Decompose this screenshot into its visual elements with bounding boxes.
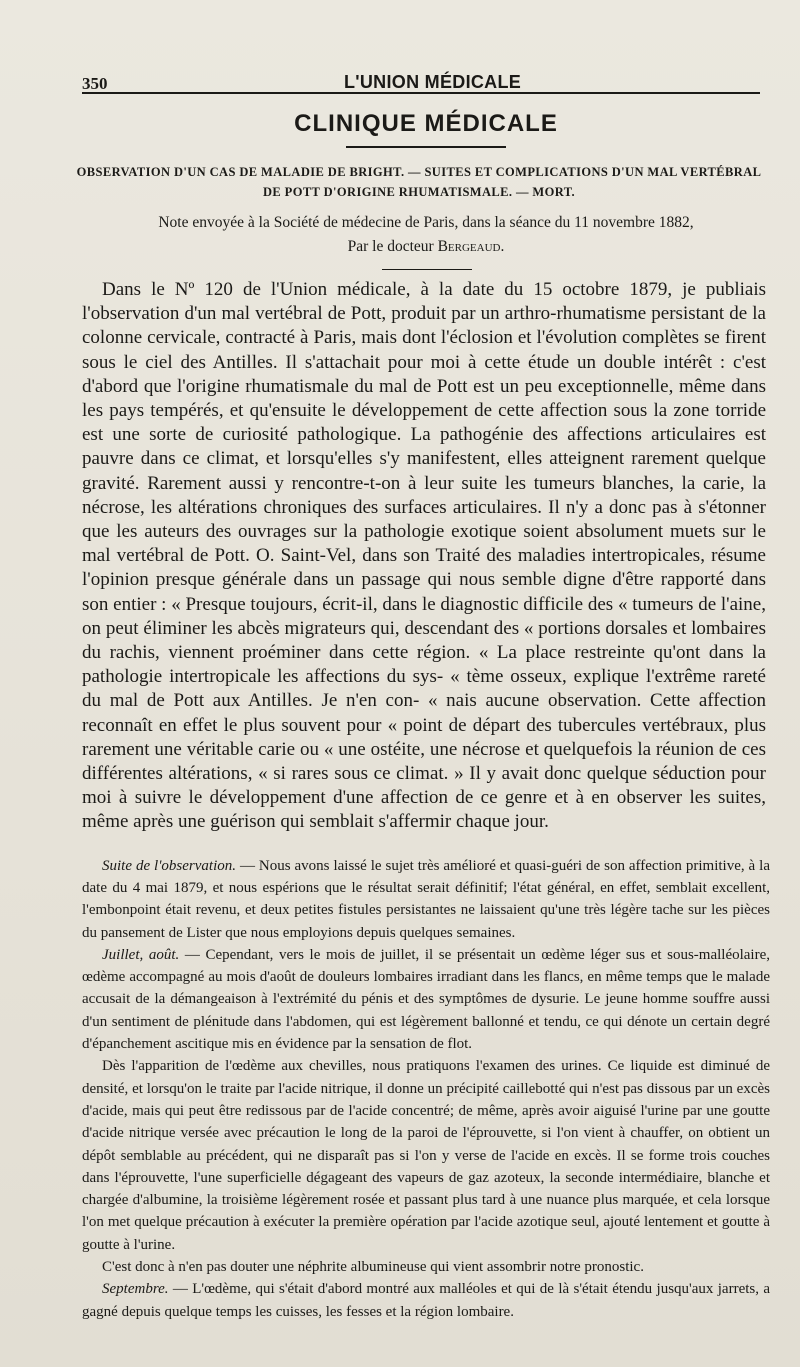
case-title: OBSERVATION D'UN CAS DE MALADIE DE BRIGHT. — SUITES ET COMPLICATIONS D'UN MAL VERTÉBRAL DE POTT D'ORIGINE RHUMATISMALE. — MORT. [76,165,762,199]
paragraph-text: — Nous avons laissé le sujet très amélioré et quasi-guéri de son affection primitive, à la date du 4 mai 1879, et nous espérions que le résultat serait définitif; l'état général, en effet, semblait excellent, l'embonpoint était revenu, et deux petites fistules persistantes ne laissaient qu'une très légère tache sur les pièces du pansement de Lister que nous employions depuis quelques semaines. [82,857,770,941]
author-name: Bergeaud. [437,238,505,255]
paragraph-nephrite [82,1256,770,1278]
journal-title: L'UNION MÉDICALE [344,72,522,92]
paragraph-text: — Cependant, vers le mois de juillet, il se présentait un œdème léger sus et sous-malléolaire, œdème accompagné au mois d'août de douleurs lombaires irradiant dans les flancs, en même temps que le malade accusait de la démangeaison à l'extrémité du pénis et des symptômes de dysurie. Le jeune homme souffre aussi d'un sentiment de plénitude dans l'abdomen, qui est légèrement ballonné et tendu, ce qui dénote un certain degré d'épanchement ascitique mis en évidence par la sensation de flot. [82,946,770,1053]
author-prefix: Par le docteur [347,238,434,255]
paragraph-lead: Septembre. [102,1281,169,1298]
page-number: 350 [82,74,108,93]
paragraph-text: Dès l'apparition de l'œdème aux chevilles, nous pratiquons l'examen des urines. Ce liquide est diminué de densité, et lorsqu'on le traite par l'acide nitrique, il donne un précipité caillebotté qui n'est pas dissous par un excès d'acide, mais qui peut être redissous par de l'acide concentré; de même, après avoir aiguisé l'urine par une goutte d'acide nitrique versée avec précaution le long de la paroi de l'éprouvette, si l'on vient à chauffer, on obtient un dépôt semblable au précédent, qui ne disparaît pas si l'on y verse de l'acide en excès. Il se forme trois couches dans l'éprouvette, l'une superficielle dégageant des vapeurs de gaz azoteux, la seconde intermédiaire, blanche et chargée d'albumine, la troisième légèrement rosée et passant plus tard à une nuance plus marquée, et cela lorsque l'on met quelque précaution à exécuter la première opération par l'acide azotique seul, ajouté lentement et goutte à goutte à l'urine. [82,1058,770,1253]
paragraph-text: C'est donc à n'en pas douter une néphrite albumineuse qui vient assombrir notre pronostic. [102,1259,644,1276]
intro-paragraph: Dans le Nº 120 de l'Union médicale, à la date du 15 octobre 1879, je publiais l'observation d'un mal vertébral de Pott, produit par un arthro-rhumatisme persistant de la colonne cervicale, contracté à Paris, mais dont l'éclosion et l'évolution complètes se firent sous le ciel des Antilles. Il s'attachait pour moi à cette étude un double intérêt : c'est d'abord que l'origine rhumatismale du mal de Pott est un peu exceptionnelle, même dans les pays tempérés, et qu'ensuite le développement de cette affection sous la zone torride est une sorte de curiosité pathologique. La pathogénie des affections articulaires est pauvre dans ce climat, et lorsqu'elles s'y manifestent, elles atteignent rarement quelque gravité. Rarement aussi y rencontre-t-on à leur suite les tumeurs blanches, la carie, la nécrose, les altérations chroniques des surfaces articulaires. Il n'y a donc pas à s'étonner que les auteurs des ouvrages sur la pathologie exotique soient absolument muets sur le mal vertébral de Pott. O. Saint-Vel, dans son Traité des maladies intertropicales, résume l'opinion presque générale dans un passage qui nous semble digne d'être rapporté dans son entier : « Presque toujours, écrit-il, dans le diagnostic difficile des « tumeurs de l'aine, on peut éliminer les abcès migrateurs qui, descendant des « portions dorsales et lombaires du rachis, viennent proéminer dans cette région. « La place restreinte qu'ont dans la pathologie intertropicale les affections du sys- « tème osseux, explique l'extrême rareté du mal de Pott aux Antilles. Je n'en con- « nais aucune observation. Cette affection reconnaît en effet le plus souvent pour « point de départ des tubercules vertébraux, plus rarement une véritable carie ou « une ostéite, une nécrose et quelquefois la réunion de ces différentes altérations, « si rares sous ce climat. » Il y avait donc quelque séduction pour moi à suivre le développement d'une affection de ce genre et à en observer les suites, même après une guérison qui semblait s'affermir chaque jour. [82,279,766,833]
paragraph-juillet [82,944,770,1055]
author-divider [382,269,472,270]
paragraph-urines [82,1055,770,1256]
title-divider [346,146,506,148]
paragraph-lead: Juillet, août. [102,946,180,963]
author-line [82,235,770,259]
paragraph-lead: Suite de l'observation. [102,857,236,874]
running-header [82,62,760,94]
paragraph-text: — L'œdème, qui s'était d'abord montré aux malléoles et qui de là s'était étendu jusqu'aux jarrets, a gagné depuis quelque temps les cuisses, les fesses et la région lombaire. [82,1281,770,1320]
paragraph-suite [82,855,770,944]
section-title: CLINIQUE MÉDICALE [294,110,558,137]
presentation-note: Note envoyée à la Société de médecine de Paris, dans la séance du 11 novembre 1882, [158,214,694,231]
observation-section [82,855,770,1323]
paragraph-septembre [82,1278,770,1323]
